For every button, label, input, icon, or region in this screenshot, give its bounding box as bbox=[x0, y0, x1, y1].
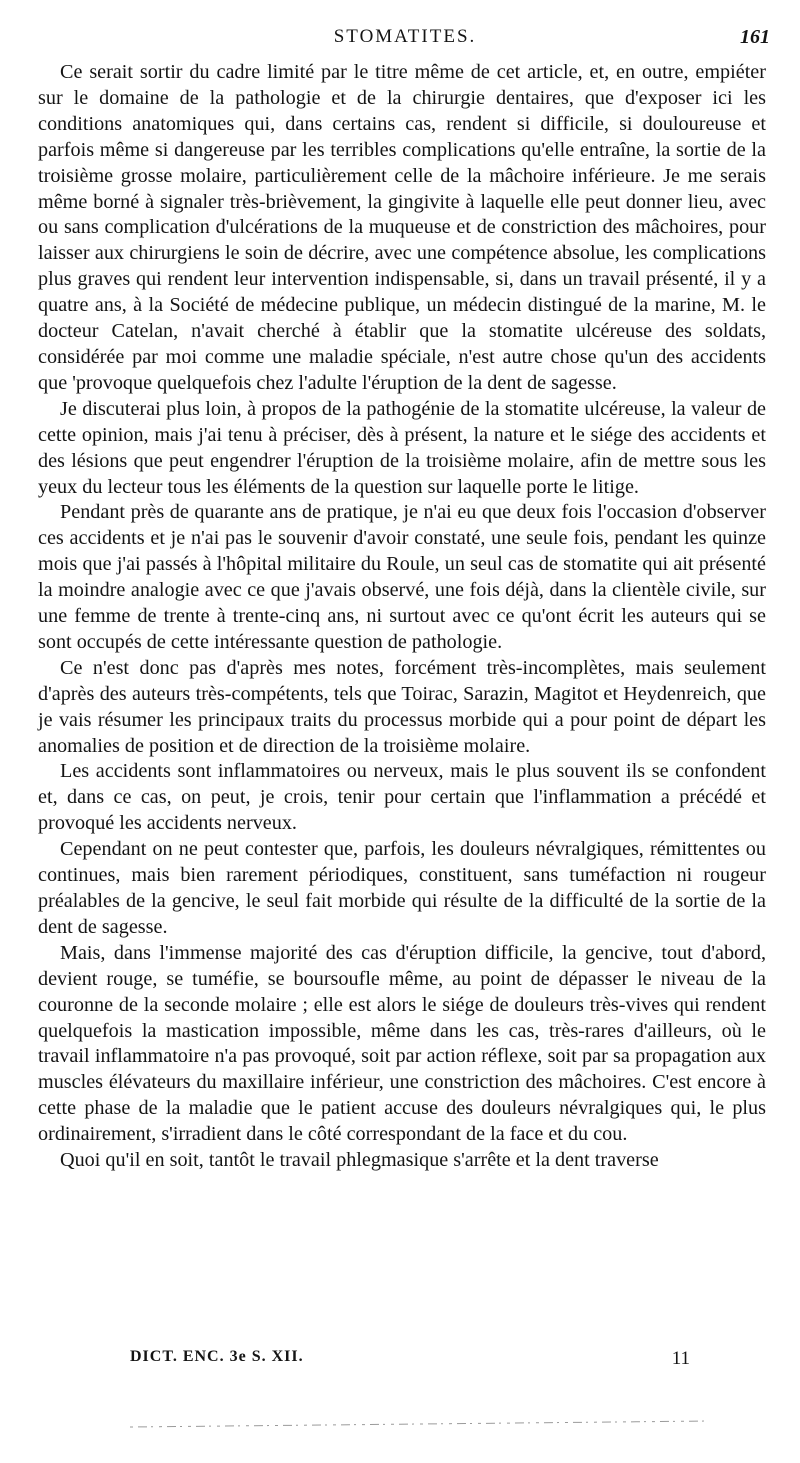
signature-mark: DICT. ENC. 3e S. XII. bbox=[130, 1348, 304, 1365]
running-title: STOMATITES. bbox=[333, 26, 477, 47]
paragraph-1: Ce serait sortir du cadre limité par le titre même de cet article, et, en outre, empiéter sur le domaine de la pathologie et de la chirurgie dentaires, que d'exposer ici les conditions anatomiques qui, dans certains cas, rendent si difficile, si douloureuse et parfois même si dangereuse par les terribles complications qu'elle entraîne, la sortie de la troisième grosse molaire, particulièrement celle de la mâchoire inférieure. Je me serais même borné à signaler très-brièvement, la gingivite à laquelle elle peut donner lieu, avec ou sans complication d'ulcérations de la muqueuse et de constriction des mâchoires, pour laisser aux chirurgiens le soin de décrire, avec une compétence absolue, les complications plus graves qui rendent leur intervention indispensable, si, dans un travail présenté, il y a quatre ans, à la Société de médecine publique, un médecin distingué de la marine, M. le docteur Catelan, n'avait cherché à établir que la stomatite ulcéreuse des soldats, considérée par moi comme une maladie spéciale, n'est autre chose qu'un des accidents que 'provoque quelquefois chez l'adulte l'éruption de la dent de sagesse. bbox=[38, 61, 766, 394]
paragraph-4: Ce n'est donc pas d'après mes notes, forcément très-incomplètes, mais seulement d'après des auteurs très-compétents, tels que Toirac, Sarazin, Magitot et Heydenreich, que je vais résumer les principaux traits du processus morbide qui a pour point de départ les anomalies de position et de direction de la troisième molaire. bbox=[38, 656, 766, 757]
paragraph-2: Je discuterai plus loin, à propos de la pathogénie de la stomatite ulcéreuse, la valeur de cette opinion, mais j'ai tenu à préciser, dès à présent, la nature et le siége des accidents et des lésions que peut engendrer l'éruption de la troisième molaire, afin de mettre sous les yeux du lecteur tous les éléments de la question sur laquelle porte le litige. bbox=[38, 397, 766, 498]
paragraph-8: Quoi qu'il en soit, tantôt le travail phlegmasique s'arrête et la dent traverse bbox=[60, 1149, 659, 1172]
page-header bbox=[40, 26, 770, 56]
scan-noise-line bbox=[130, 1413, 710, 1433]
sheet-number: 11 bbox=[671, 1348, 690, 1369]
page-footer bbox=[130, 1348, 690, 1374]
body-text bbox=[38, 60, 766, 1174]
paragraph-5: Les accidents sont inflammatoires ou nerveux, mais le plus souvent ils se confondent et, dans ce cas, on peut, je crois, tenir pour certain que l'inflammation a précédé et provoqué les accidents nerveux. bbox=[38, 760, 766, 835]
paragraph-6: Cependant on ne peut contester que, parfois, les douleurs névralgiques, rémittentes ou continues, mais bien rarement périodiques, constituent, sans tuméfaction ni rougeur préalables de la gencive, le seul fait morbide qui résulte de la difficulté de la sortie de la dent de sagesse. bbox=[38, 838, 766, 938]
page-number: 161 bbox=[740, 26, 770, 48]
paragraph-3: Pendant près de quarante ans de pratique, je n'ai eu que deux fois l'occasion d'observer ces accidents et je n'ai pas le souvenir d'avoir constaté, une seule fois, pendant les quinze mois que j'ai passés à l'hôpital militaire du Roule, un seul cas de stomatite qui ait présenté la moindre analogie avec ce que j'avais observé, une fois déjà, dans la clientèle civile, sur une femme de trente à trente-cinq ans, ni surtout avec ce qu'ont écrit les auteurs qui se sont occupés de cette intéressante question de pathologie. bbox=[38, 501, 766, 653]
paragraph-7: Mais, dans l'immense majorité des cas d'éruption difficile, la gencive, tout d'abord, devient rouge, se tuméfie, se boursoufle même, au point de dépasser le niveau de la couronne de la seconde molaire ; elle est alors le siége de douleurs très-vives qui rendent quelquefois la mastication impossible, même dans les cas, très-rares d'ailleurs, où le travail inflammatoire n'a pas provoqué, soit par action réflexe, soit par sa propagation aux muscles élévateurs du maxillaire inférieur, une constriction des mâchoires. C'est encore à cette phase de la maladie que le patient accuse des douleurs névralgiques qui, le plus ordinairement, s'irradient dans le côté correspondant de la face et du cou. bbox=[38, 941, 766, 1146]
